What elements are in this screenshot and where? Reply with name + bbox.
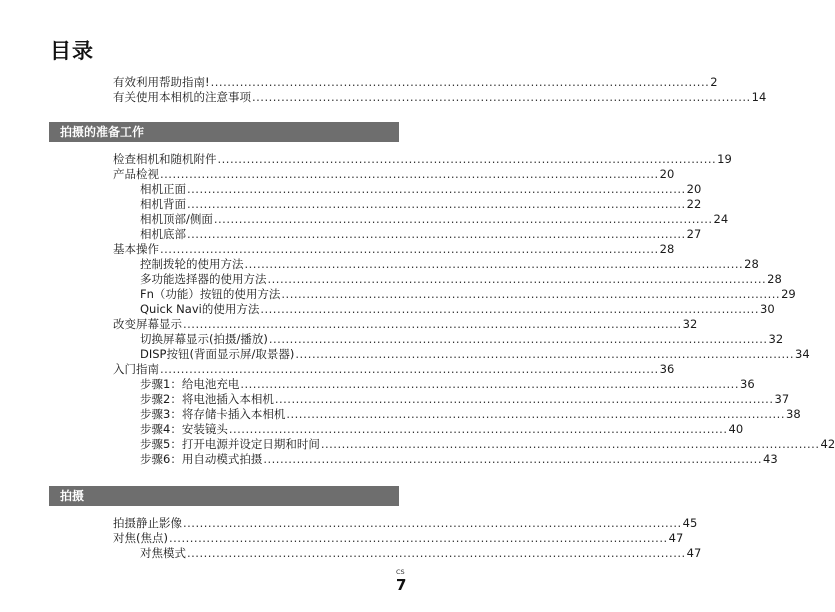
toc-entry-title: 步骤2：将电池插入本相机: [140, 392, 274, 406]
toc-entry-page: 42: [820, 437, 835, 451]
toc-entry-page: 14: [751, 90, 767, 104]
toc-entry-title: 相机底部: [140, 227, 186, 241]
toc-leader-dots: ........................................................................................................................: [268, 332, 768, 346]
toc-subentry[interactable]: [0, 197, 702, 212]
toc-entry-page: 37: [774, 392, 790, 406]
toc-leader-dots: ........................................................................................................................: [320, 437, 820, 451]
toc-subentry[interactable]: [0, 546, 702, 561]
toc-subentry[interactable]: [0, 392, 790, 407]
toc-entry-title: 检查相机和随机附件: [113, 152, 217, 166]
toc-entry-page: 40: [728, 422, 744, 436]
toc-leader-dots: ........................................................................................................................: [274, 392, 774, 406]
section-preparation-list: [0, 152, 835, 467]
toc-entry-title: 对焦(焦点): [113, 531, 168, 545]
toc-subentry[interactable]: [0, 437, 835, 452]
toc-leader-dots: ........................................................................................................................: [295, 347, 794, 361]
toc-entry-page: 32: [768, 332, 784, 346]
toc-leader-dots: ........................................................................................................................: [160, 362, 659, 376]
intro-list: [0, 75, 767, 105]
toc-entry-title: 控制拨轮的使用方法: [140, 257, 244, 271]
toc-leader-dots: ........................................................................................................................: [240, 377, 739, 391]
toc-entry-title: 步骤5：打开电源并设定日期和时间: [140, 437, 320, 451]
toc-leader-dots: ........................................................................................................................: [281, 287, 781, 301]
toc-entry[interactable]: [0, 317, 698, 332]
toc-entry-title: Quick Navi的使用方法: [140, 302, 260, 316]
toc-entry-page: 32: [682, 317, 698, 331]
toc-leader-dots: ........................................................................................................................: [217, 152, 717, 166]
toc-entry-page: 43: [763, 452, 778, 466]
toc-leader-dots: ........................................................................................................................: [160, 167, 659, 181]
toc-entry-page: 19: [717, 152, 732, 166]
toc-subentry[interactable]: [0, 287, 796, 302]
toc-entry-page: 29: [781, 287, 796, 301]
toc-leader-dots: ........................................................................................................................: [183, 317, 682, 331]
toc-entry-page: 28: [767, 272, 782, 286]
toc-leader-dots: ........................................................................................................................: [183, 516, 682, 530]
toc-leader-dots: ........................................................................................................................: [267, 272, 767, 286]
toc-entry-page: 24: [713, 212, 729, 226]
toc-leader-dots: ........................................................................................................................: [286, 407, 785, 421]
toc-entry[interactable]: [0, 531, 684, 546]
toc-entry[interactable]: [0, 516, 698, 531]
toc-entry-title: 切换屏幕显示(拍摄/播放): [140, 332, 268, 346]
toc-entry-page: 45: [682, 516, 698, 530]
toc-entry-title: 基本操作: [113, 242, 159, 256]
language-code: CS: [396, 568, 405, 576]
toc-entry-page: 38: [786, 407, 801, 421]
toc-leader-dots: ........................................................................................................................: [260, 302, 759, 316]
toc-entry-title: 相机顶部/侧面: [140, 212, 213, 226]
section-header-preparation: 拍摄的准备工作: [49, 122, 399, 142]
toc-leader-dots: ........................................................................................................................: [213, 212, 713, 226]
toc-entry-title: 步骤3：将存储卡插入本相机: [140, 407, 286, 421]
toc-entry-page: 28: [744, 257, 759, 271]
toc-leader-dots: ........................................................................................................................: [210, 75, 710, 89]
toc-entry-title: 产品检视: [113, 167, 159, 181]
toc-leader-dots: ........................................................................................................................: [187, 182, 686, 196]
toc-subentry[interactable]: [0, 452, 778, 467]
toc-entry-title: 对焦模式: [140, 546, 186, 560]
toc-entry-title: 多功能选择器的使用方法: [140, 272, 267, 286]
toc-subentry[interactable]: [0, 182, 702, 197]
toc-entry-page: 27: [686, 227, 702, 241]
toc-entry-title: DISP按钮(背面显示屏/取景器): [140, 347, 295, 361]
toc-subentry[interactable]: [0, 422, 744, 437]
page-title: 目录: [50, 39, 94, 63]
toc-leader-dots: ........................................................................................................................: [168, 531, 668, 545]
toc-entry-page: 47: [668, 531, 684, 545]
page-number: 7: [396, 576, 407, 594]
toc-entry-page: 36: [740, 377, 755, 391]
toc-entry-title: 拍摄静止影像: [113, 516, 182, 530]
toc-leader-dots: ........................................................................................................................: [228, 422, 728, 436]
toc-entry-page: 20: [686, 182, 702, 196]
toc-subentry[interactable]: [0, 212, 729, 227]
toc-entry-title: 相机背面: [140, 197, 186, 211]
toc-entry-page: 36: [659, 362, 675, 376]
toc-entry-precautions[interactable]: [0, 90, 767, 105]
toc-entry-page: 47: [686, 546, 702, 560]
toc-subentry[interactable]: [0, 227, 702, 242]
toc-leader-dots: ........................................................................................................................: [160, 242, 659, 256]
toc-leader-dots: ........................................................................................................................: [187, 227, 686, 241]
toc-subentry[interactable]: [0, 407, 801, 422]
toc-entry-page: 30: [760, 302, 775, 316]
toc-leader-dots: ........................................................................................................................: [252, 90, 751, 104]
toc-entry-title: 步骤1：给电池充电: [140, 377, 240, 391]
toc-entry-title: 有效利用帮助指南!: [113, 75, 210, 89]
toc-subentry[interactable]: [0, 272, 782, 287]
toc-entry[interactable]: [0, 242, 675, 257]
toc-entry-title: Fn（功能）按钮的使用方法: [140, 287, 281, 301]
toc-entry-page: 34: [795, 347, 810, 361]
toc-entry-title: 相机正面: [140, 182, 186, 196]
toc-entry-page: 28: [659, 242, 675, 256]
toc-subentry[interactable]: [0, 347, 810, 362]
toc-leader-dots: ........................................................................................................................: [263, 452, 762, 466]
toc-entry-title: 步骤6：用自动模式拍摄: [140, 452, 263, 466]
section-shooting-list: [0, 516, 702, 561]
toc-entry-title: 有关使用本相机的注意事项: [113, 90, 251, 104]
toc-entry-help-guide[interactable]: [0, 75, 718, 90]
toc-subentry[interactable]: [0, 332, 784, 347]
toc-entry-page: 20: [659, 167, 675, 181]
toc-leader-dots: ........................................................................................................................: [187, 197, 686, 211]
toc-subentry[interactable]: [0, 377, 755, 392]
toc-leader-dots: ........................................................................................................................: [187, 546, 686, 560]
toc-entry[interactable]: [0, 152, 732, 167]
toc-entry-title: 步骤4：安装镜头: [140, 422, 228, 436]
toc-entry-page: 2: [710, 75, 718, 89]
toc-subentry[interactable]: [0, 257, 759, 272]
toc-entry-page: 22: [686, 197, 702, 211]
section-header-shooting: 拍摄: [49, 486, 399, 506]
toc-entry[interactable]: [0, 167, 675, 182]
toc-leader-dots: ........................................................................................................................: [244, 257, 744, 271]
toc-entry[interactable]: [0, 362, 675, 377]
toc-entry-title: 入门指南: [113, 362, 159, 376]
toc-subentry[interactable]: [0, 302, 775, 317]
toc-entry-title: 改变屏幕显示: [113, 317, 182, 331]
